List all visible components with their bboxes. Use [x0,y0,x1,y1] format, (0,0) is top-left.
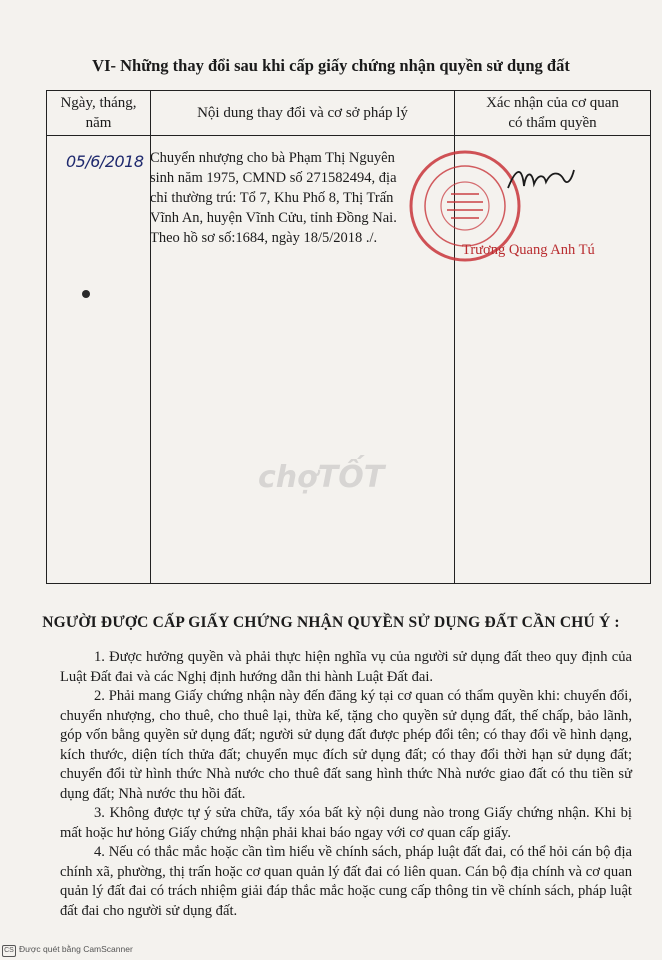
header-confirmation: Xác nhận của cơ quan có thẩm quyền [455,91,651,136]
cell-date [47,136,151,584]
scan-footer [2,944,133,957]
ink-spot [82,290,90,298]
content-line: chỉ thường trú: Tổ 7, Khu Phố 8, Thị Trấn [150,190,394,206]
content-line: Vĩnh An, huyện Vĩnh Cửu, tỉnh Đồng Nai. [150,210,397,226]
section-title: VI- Những thay đổi sau khi cấp giấy chứng nhận quyền sử dụng đất [92,56,570,75]
notice-title: NGƯỜI ĐƯỢC CẤP GIẤY CHỨNG NHẬN QUYỀN SỬ DỤNG ĐẤT CẦN CHÚ Ý : [42,614,620,631]
list-item: 2. Phải mang Giấy chứng nhận này đến đăng ký tại cơ quan có thẩm quyền khi: chuyển đổi, chuyển nhượng, cho thuê, cho thuê lại, thừa kế, tặng cho quyền sử dụng đất, thế chấp, bảo lãnh, góp vốn bằng quyền sử dụng đất; người sử dụng đất được phép đổi tên; có thay đổi về hình dạng, kích thước, diện tích thửa đất; chuyển mục đích sử dụng đất; có thay đổi thời hạn sử dụng đất; chuyển đổi từ hình thức Nhà nước cho thuê đất sang hình thức Nhà nước giao đất có thu tiền sử dụng đất; Nhà nước thu hồi đất. [60,688,632,802]
table-header-row [47,91,651,136]
signer-name: Trương Quang Anh Tú [462,242,595,258]
notice-list [60,648,632,921]
list-item: 4. Nếu có thắc mắc hoặc cần tìm hiểu về chính sách, pháp luật đất đai, có thể hỏi cán bộ địa chính xã, phường, thị trấn hoặc cơ quan quản lý đất đai có liên quan. Cán bộ địa chính và cơ quan quản lý đất đai có trách nhiệm giải đáp thắc mắc hoặc cung cấp thông tin về chính sách, pháp luật đất đai cho người sử dụng đất. [60,844,632,919]
header-content: Nội dung thay đổi và cơ sở pháp lý [151,91,455,136]
content-line: sinh năm 1975, CMND số 271582494, địa [150,170,397,186]
footer-text: Được quét bằng CamScanner [19,944,133,954]
list-item: 1. Được hưởng quyền và phải thực hiện nghĩa vụ của người sử dụng đất theo quy định của Luật Đất đai và các Nghị định hướng dẫn thi hành Luật Đất đai. [60,649,632,685]
watermark: chợTỐT [258,460,385,495]
camscanner-icon: CS [2,945,16,957]
header-date: Ngày, tháng, năm [47,91,151,136]
content-line: Chuyển nhượng cho bà Phạm Thị Nguyên [150,150,395,166]
entry-date: 05/6/2018 [66,152,144,171]
list-item: 3. Không được tự ý sửa chữa, tẩy xóa bất kỳ nội dung nào trong Giấy chứng nhận. Khi bị mất hoặc hư hỏng Giấy chứng nhận phải khai báo ngay với cơ quan cấp giấy. [60,805,632,841]
signature [506,160,576,196]
content-line: Theo hồ sơ số:1684, ngày 18/5/2018 ./. [150,230,378,246]
